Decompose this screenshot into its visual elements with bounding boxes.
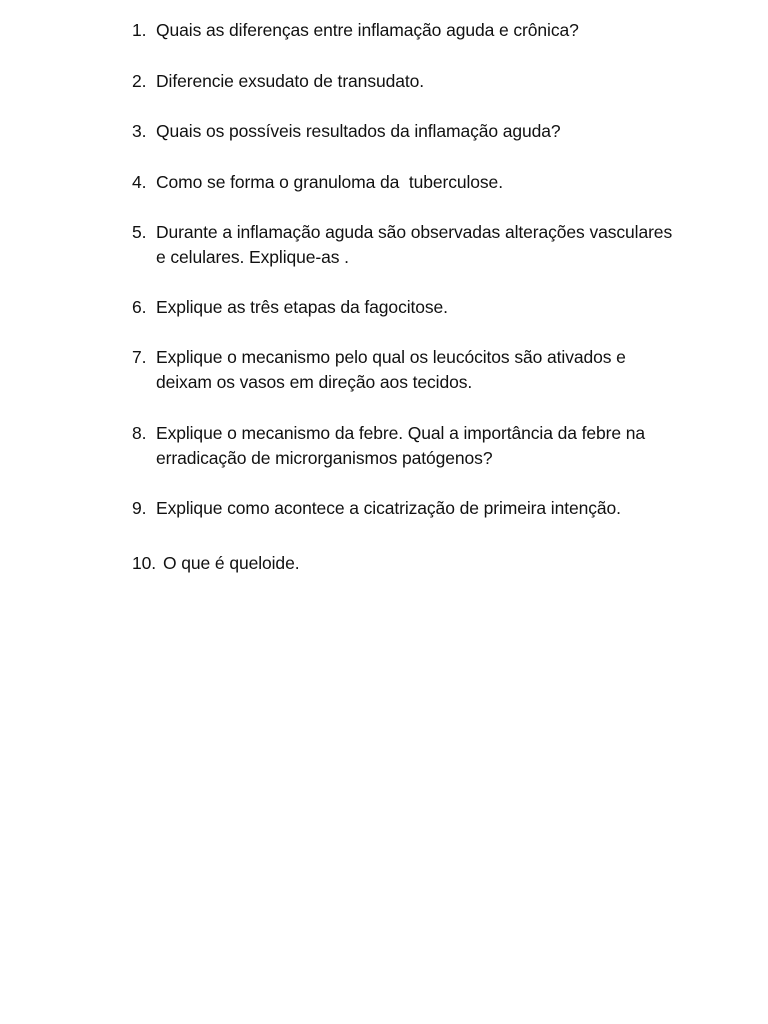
question-5 [132,220,732,270]
question-text: Quais os possíveis resultados da inflamação aguda? [156,121,561,141]
question-text: Durante a inflamação aguda são observadas alterações vasculares e celulares. Explique-as . [156,222,673,267]
question-1 [132,18,732,43]
question-8 [132,421,732,471]
question-text: Explique o mecanismo pelo qual os leucócitos são ativados e deixam os vasos em direção aos tecidos. [156,347,626,392]
question-number: 5. [132,222,147,242]
question-text: Explique como acontece a cicatrização de primeira intenção. [156,498,621,518]
question-7 [132,345,732,395]
question-number: 8. [132,423,147,443]
question-number: 7. [132,347,147,367]
question-text: Explique o mecanismo da febre. Qual a importância da febre na erradicação de microrganismos patógenos? [156,423,646,468]
question-text: Quais as diferenças entre inflamação aguda e crônica? [156,20,579,40]
question-3 [132,119,732,144]
question-text: O que é queloide. [163,553,300,573]
question-10 [132,551,732,576]
question-number: 1. [132,20,147,40]
question-number: 3. [132,121,147,141]
question-number: 6. [132,297,147,317]
question-2 [132,69,732,94]
question-text: Explique as três etapas da fagocitose. [156,297,448,317]
question-text: Como se forma o granuloma da tuberculose. [156,172,503,192]
question-number: 4. [132,172,147,192]
question-4 [132,170,732,195]
question-9 [132,496,732,521]
question-number: 2. [132,71,147,91]
question-number: 9. [132,498,147,518]
question-6 [132,295,732,320]
question-number: 10. [132,553,157,573]
question-text: Diferencie exsudato de transudato. [156,71,425,91]
